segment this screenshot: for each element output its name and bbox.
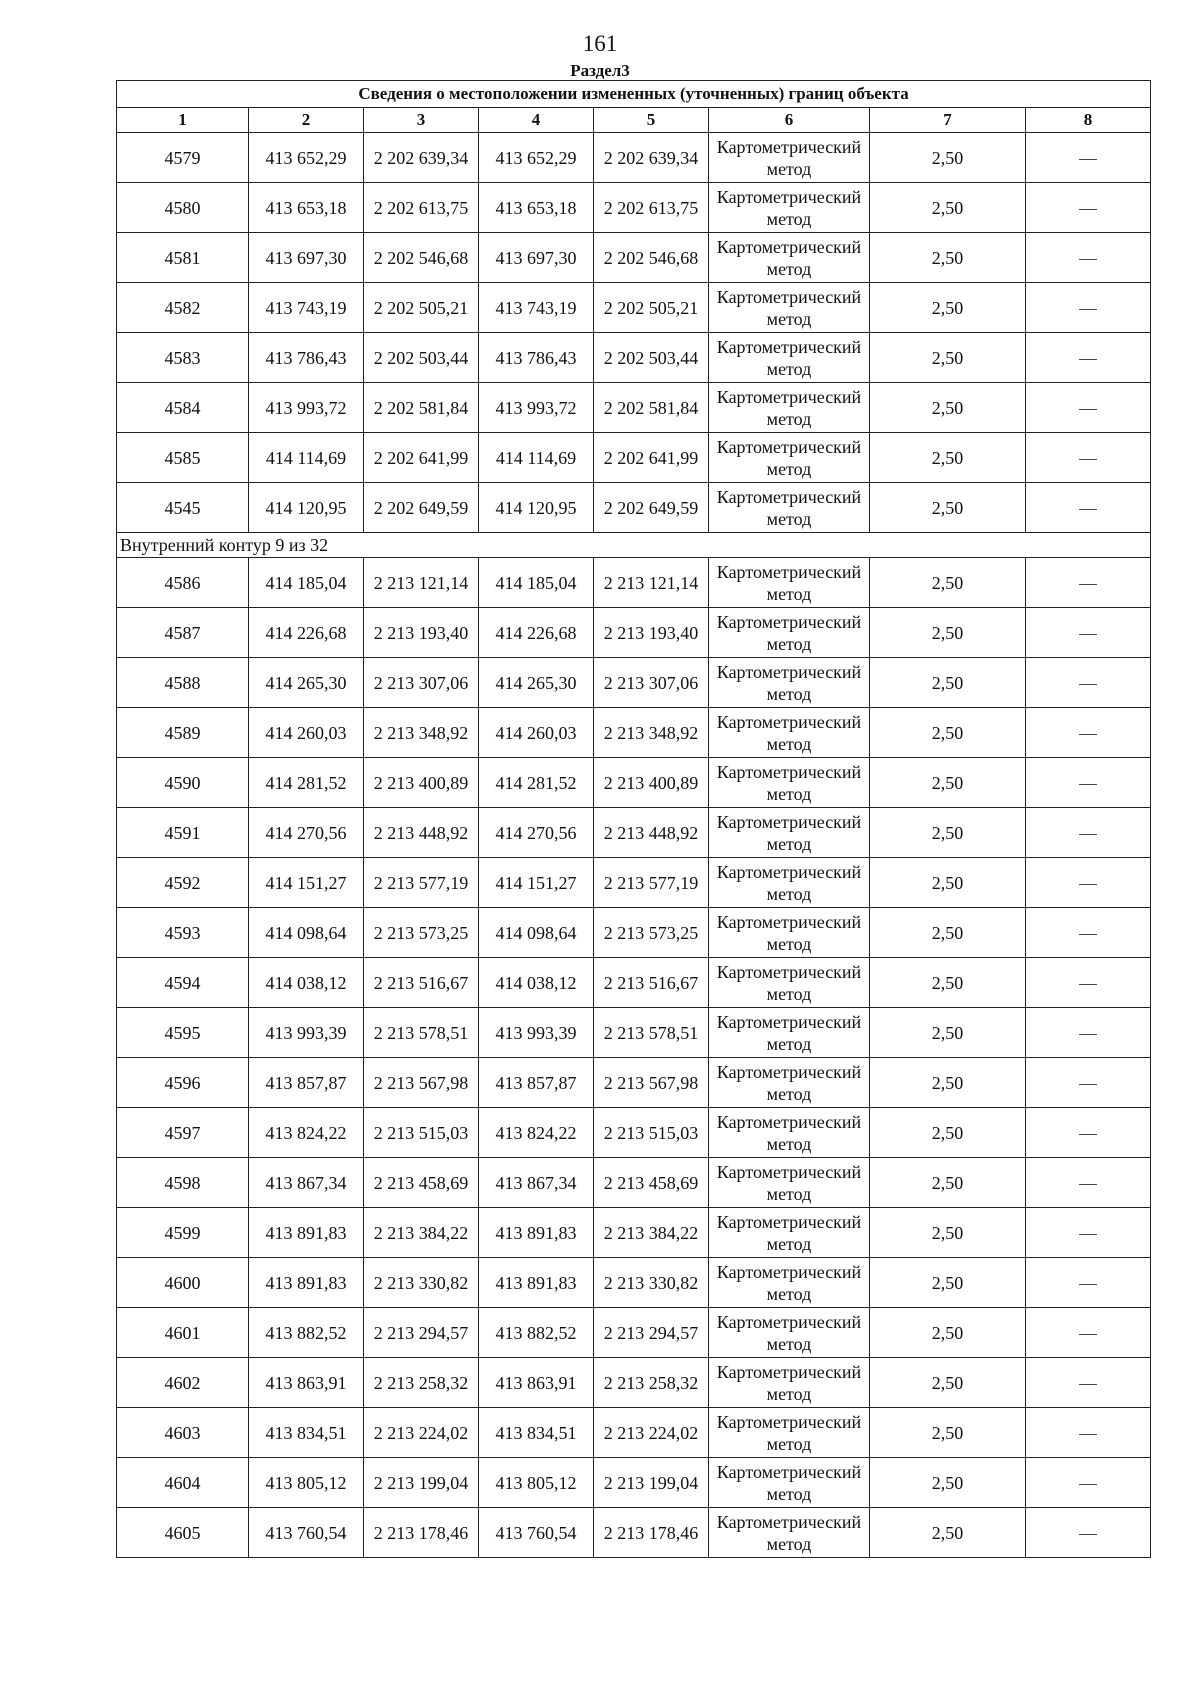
y-new-cell: 2 213 224,02 [594, 1408, 709, 1458]
table-row [117, 333, 1151, 383]
x-existing-cell: 414 270,56 [249, 808, 364, 858]
empty-value-dash [1079, 159, 1097, 160]
x-new-cell: 413 891,83 [479, 1208, 594, 1258]
empty-value-dash [1079, 1334, 1097, 1335]
x-existing-cell: 413 652,29 [249, 133, 364, 183]
x-new-cell: 413 834,51 [479, 1408, 594, 1458]
x-existing-cell: 414 265,30 [249, 658, 364, 708]
x-existing-cell: 413 743,19 [249, 283, 364, 333]
coordinates-table [116, 80, 1151, 1558]
x-new-cell: 413 760,54 [479, 1508, 594, 1558]
x-existing-cell: 414 185,04 [249, 558, 364, 608]
x-existing-cell: 414 120,95 [249, 483, 364, 533]
accuracy-cell: 2,50 [870, 383, 1026, 433]
empty-value-dash [1079, 1284, 1097, 1285]
x-existing-cell: 413 805,12 [249, 1458, 364, 1508]
accuracy-cell: 2,50 [870, 283, 1026, 333]
accuracy-cell: 2,50 [870, 1508, 1026, 1558]
description-cell [1026, 433, 1151, 483]
method-cell: Картометрический метод [709, 1008, 870, 1058]
table-row [117, 383, 1151, 433]
x-new-cell: 413 653,18 [479, 183, 594, 233]
y-existing-cell: 2 213 178,46 [364, 1508, 479, 1558]
table-row [117, 1358, 1151, 1408]
table-row [117, 1258, 1151, 1308]
x-existing-cell: 413 834,51 [249, 1408, 364, 1458]
accuracy-cell: 2,50 [870, 758, 1026, 808]
x-existing-cell: 413 891,83 [249, 1258, 364, 1308]
description-cell [1026, 483, 1151, 533]
x-new-cell: 414 038,12 [479, 958, 594, 1008]
accuracy-cell: 2,50 [870, 1108, 1026, 1158]
empty-value-dash [1079, 1084, 1097, 1085]
point-number-cell: 4596 [117, 1058, 249, 1108]
accuracy-cell: 2,50 [870, 1458, 1026, 1508]
point-number-cell: 4599 [117, 1208, 249, 1258]
table-row [117, 1508, 1151, 1558]
method-cell: Картометрический метод [709, 133, 870, 183]
table-row [117, 1058, 1151, 1108]
column-number: 8 [1026, 108, 1151, 133]
point-number-cell: 4602 [117, 1358, 249, 1408]
point-number-cell: 4593 [117, 908, 249, 958]
point-number-cell: 4591 [117, 808, 249, 858]
x-new-cell: 413 891,83 [479, 1258, 594, 1308]
y-new-cell: 2 213 258,32 [594, 1358, 709, 1408]
empty-value-dash [1079, 634, 1097, 635]
x-existing-cell: 413 760,54 [249, 1508, 364, 1558]
x-new-cell: 414 185,04 [479, 558, 594, 608]
y-new-cell: 2 202 581,84 [594, 383, 709, 433]
x-new-cell: 414 260,03 [479, 708, 594, 758]
point-number-cell: 4590 [117, 758, 249, 808]
empty-value-dash [1079, 934, 1097, 935]
empty-value-dash [1079, 1034, 1097, 1035]
column-number: 6 [709, 108, 870, 133]
y-existing-cell: 2 213 307,06 [364, 658, 479, 708]
empty-value-dash [1079, 359, 1097, 360]
y-new-cell: 2 202 546,68 [594, 233, 709, 283]
point-number-cell: 4581 [117, 233, 249, 283]
column-number: 5 [594, 108, 709, 133]
contour-row [117, 533, 1151, 558]
table-row [117, 233, 1151, 283]
description-cell [1026, 383, 1151, 433]
point-number-cell: 4600 [117, 1258, 249, 1308]
y-new-cell: 2 213 458,69 [594, 1158, 709, 1208]
empty-value-dash [1079, 784, 1097, 785]
method-cell: Картометрический метод [709, 908, 870, 958]
x-existing-cell: 413 786,43 [249, 333, 364, 383]
x-new-cell: 413 882,52 [479, 1308, 594, 1358]
method-cell: Картометрический метод [709, 1458, 870, 1508]
table-row [117, 958, 1151, 1008]
point-number-cell: 4588 [117, 658, 249, 708]
accuracy-cell: 2,50 [870, 1058, 1026, 1108]
x-existing-cell: 413 867,34 [249, 1158, 364, 1208]
y-existing-cell: 2 213 348,92 [364, 708, 479, 758]
empty-value-dash [1079, 1134, 1097, 1135]
y-existing-cell: 2 213 573,25 [364, 908, 479, 958]
description-cell [1026, 1008, 1151, 1058]
y-new-cell: 2 213 567,98 [594, 1058, 709, 1108]
accuracy-cell: 2,50 [870, 1208, 1026, 1258]
point-number-cell: 4595 [117, 1008, 249, 1058]
accuracy-cell: 2,50 [870, 558, 1026, 608]
accuracy-cell: 2,50 [870, 958, 1026, 1008]
point-number-cell: 4601 [117, 1308, 249, 1358]
description-cell [1026, 658, 1151, 708]
accuracy-cell: 2,50 [870, 708, 1026, 758]
y-existing-cell: 2 202 503,44 [364, 333, 479, 383]
table-caption-row [117, 81, 1151, 108]
method-cell: Картометрический метод [709, 433, 870, 483]
x-new-cell: 413 652,29 [479, 133, 594, 183]
table-row [117, 1108, 1151, 1158]
empty-value-dash [1079, 684, 1097, 685]
x-new-cell: 413 743,19 [479, 283, 594, 333]
x-new-cell: 414 270,56 [479, 808, 594, 858]
description-cell [1026, 1458, 1151, 1508]
point-number-cell: 4545 [117, 483, 249, 533]
y-new-cell: 2 213 348,92 [594, 708, 709, 758]
y-existing-cell: 2 202 613,75 [364, 183, 479, 233]
point-number-cell: 4589 [117, 708, 249, 758]
table-row [117, 283, 1151, 333]
accuracy-cell: 2,50 [870, 1408, 1026, 1458]
empty-value-dash [1079, 1384, 1097, 1385]
y-new-cell: 2 213 573,25 [594, 908, 709, 958]
x-existing-cell: 414 098,64 [249, 908, 364, 958]
column-number: 4 [479, 108, 594, 133]
y-new-cell: 2 213 178,46 [594, 1508, 709, 1558]
x-new-cell: 413 805,12 [479, 1458, 594, 1508]
x-existing-cell: 414 114,69 [249, 433, 364, 483]
y-new-cell: 2 213 193,40 [594, 608, 709, 658]
y-new-cell: 2 213 199,04 [594, 1458, 709, 1508]
method-cell: Картометрический метод [709, 1058, 870, 1108]
x-existing-cell: 413 863,91 [249, 1358, 364, 1408]
description-cell [1026, 708, 1151, 758]
table-row [117, 483, 1151, 533]
method-cell: Картометрический метод [709, 1358, 870, 1408]
y-existing-cell: 2 213 400,89 [364, 758, 479, 808]
description-cell [1026, 1058, 1151, 1108]
empty-value-dash [1079, 1434, 1097, 1435]
description-cell [1026, 958, 1151, 1008]
y-new-cell: 2 202 639,34 [594, 133, 709, 183]
point-number-cell: 4598 [117, 1158, 249, 1208]
method-cell: Картометрический метод [709, 1408, 870, 1458]
y-new-cell: 2 202 649,59 [594, 483, 709, 533]
x-new-cell: 413 993,39 [479, 1008, 594, 1058]
y-new-cell: 2 213 515,03 [594, 1108, 709, 1158]
y-existing-cell: 2 213 578,51 [364, 1008, 479, 1058]
x-existing-cell: 413 891,83 [249, 1208, 364, 1258]
empty-value-dash [1079, 984, 1097, 985]
description-cell [1026, 608, 1151, 658]
point-number-cell: 4582 [117, 283, 249, 333]
y-existing-cell: 2 213 577,19 [364, 858, 479, 908]
y-existing-cell: 2 202 649,59 [364, 483, 479, 533]
y-new-cell: 2 213 307,06 [594, 658, 709, 708]
table-row [117, 858, 1151, 908]
empty-value-dash [1079, 259, 1097, 260]
table-row [117, 1408, 1151, 1458]
table-row [117, 808, 1151, 858]
accuracy-cell: 2,50 [870, 433, 1026, 483]
x-existing-cell: 413 857,87 [249, 1058, 364, 1108]
empty-value-dash [1079, 409, 1097, 410]
x-new-cell: 414 120,95 [479, 483, 594, 533]
y-existing-cell: 2 202 505,21 [364, 283, 479, 333]
y-existing-cell: 2 213 258,32 [364, 1358, 479, 1408]
method-cell: Картометрический метод [709, 658, 870, 708]
description-cell [1026, 1258, 1151, 1308]
empty-value-dash [1079, 209, 1097, 210]
point-number-cell: 4605 [117, 1508, 249, 1558]
method-cell: Картометрический метод [709, 283, 870, 333]
column-number-row [117, 108, 1151, 133]
accuracy-cell: 2,50 [870, 858, 1026, 908]
x-existing-cell: 413 993,72 [249, 383, 364, 433]
point-number-cell: 4597 [117, 1108, 249, 1158]
y-existing-cell: 2 213 448,92 [364, 808, 479, 858]
y-existing-cell: 2 213 384,22 [364, 1208, 479, 1258]
y-existing-cell: 2 213 294,57 [364, 1308, 479, 1358]
method-cell: Картометрический метод [709, 958, 870, 1008]
y-existing-cell: 2 213 516,67 [364, 958, 479, 1008]
y-new-cell: 2 213 121,14 [594, 558, 709, 608]
x-new-cell: 414 114,69 [479, 433, 594, 483]
y-existing-cell: 2 213 224,02 [364, 1408, 479, 1458]
x-new-cell: 413 697,30 [479, 233, 594, 283]
x-existing-cell: 413 993,39 [249, 1008, 364, 1058]
column-number: 1 [117, 108, 249, 133]
x-new-cell: 413 867,34 [479, 1158, 594, 1208]
description-cell [1026, 558, 1151, 608]
x-existing-cell: 413 824,22 [249, 1108, 364, 1158]
table-row [117, 183, 1151, 233]
accuracy-cell: 2,50 [870, 608, 1026, 658]
description-cell [1026, 133, 1151, 183]
point-number-cell: 4579 [117, 133, 249, 183]
method-cell: Картометрический метод [709, 1308, 870, 1358]
x-new-cell: 414 098,64 [479, 908, 594, 958]
y-new-cell: 2 202 503,44 [594, 333, 709, 383]
description-cell [1026, 808, 1151, 858]
point-number-cell: 4585 [117, 433, 249, 483]
accuracy-cell: 2,50 [870, 133, 1026, 183]
empty-value-dash [1079, 734, 1097, 735]
x-new-cell: 413 857,87 [479, 1058, 594, 1108]
y-existing-cell: 2 213 330,82 [364, 1258, 479, 1308]
x-existing-cell: 413 882,52 [249, 1308, 364, 1358]
x-existing-cell: 414 260,03 [249, 708, 364, 758]
description-cell [1026, 333, 1151, 383]
point-number-cell: 4603 [117, 1408, 249, 1458]
point-number-cell: 4604 [117, 1458, 249, 1508]
y-new-cell: 2 213 330,82 [594, 1258, 709, 1308]
x-new-cell: 413 824,22 [479, 1108, 594, 1158]
x-existing-cell: 414 226,68 [249, 608, 364, 658]
method-cell: Картометрический метод [709, 808, 870, 858]
empty-value-dash [1079, 834, 1097, 835]
table-body [117, 81, 1151, 1558]
table-caption: Сведения о местоположении измененных (уточненных) границ объекта [117, 81, 1151, 108]
description-cell [1026, 183, 1151, 233]
y-existing-cell: 2 213 199,04 [364, 1458, 479, 1508]
accuracy-cell: 2,50 [870, 808, 1026, 858]
empty-value-dash [1079, 509, 1097, 510]
accuracy-cell: 2,50 [870, 658, 1026, 708]
x-new-cell: 414 265,30 [479, 658, 594, 708]
x-existing-cell: 414 038,12 [249, 958, 364, 1008]
table-row [117, 133, 1151, 183]
point-number-cell: 4586 [117, 558, 249, 608]
accuracy-cell: 2,50 [870, 233, 1026, 283]
x-new-cell: 413 863,91 [479, 1358, 594, 1408]
x-existing-cell: 414 151,27 [249, 858, 364, 908]
method-cell: Картометрический метод [709, 858, 870, 908]
method-cell: Картометрический метод [709, 233, 870, 283]
method-cell: Картометрический метод [709, 1208, 870, 1258]
table-row [117, 558, 1151, 608]
point-number-cell: 4583 [117, 333, 249, 383]
accuracy-cell: 2,50 [870, 333, 1026, 383]
accuracy-cell: 2,50 [870, 1158, 1026, 1208]
x-new-cell: 414 226,68 [479, 608, 594, 658]
table-row [117, 658, 1151, 708]
y-new-cell: 2 213 577,19 [594, 858, 709, 908]
y-new-cell: 2 213 294,57 [594, 1308, 709, 1358]
table-row [117, 1458, 1151, 1508]
method-cell: Картометрический метод [709, 558, 870, 608]
empty-value-dash [1079, 459, 1097, 460]
x-existing-cell: 413 697,30 [249, 233, 364, 283]
description-cell [1026, 1408, 1151, 1458]
empty-value-dash [1079, 584, 1097, 585]
description-cell [1026, 283, 1151, 333]
column-number: 7 [870, 108, 1026, 133]
y-new-cell: 2 213 516,67 [594, 958, 709, 1008]
description-cell [1026, 908, 1151, 958]
x-new-cell: 414 281,52 [479, 758, 594, 808]
point-number-cell: 4592 [117, 858, 249, 908]
y-new-cell: 2 202 641,99 [594, 433, 709, 483]
method-cell: Картометрический метод [709, 1508, 870, 1558]
x-existing-cell: 413 653,18 [249, 183, 364, 233]
table-row [117, 1208, 1151, 1258]
empty-value-dash [1079, 884, 1097, 885]
description-cell [1026, 858, 1151, 908]
empty-value-dash [1079, 1484, 1097, 1485]
empty-value-dash [1079, 1234, 1097, 1235]
method-cell: Картометрический метод [709, 608, 870, 658]
description-cell [1026, 1308, 1151, 1358]
point-number-cell: 4587 [117, 608, 249, 658]
column-number: 2 [249, 108, 364, 133]
accuracy-cell: 2,50 [870, 183, 1026, 233]
y-new-cell: 2 213 384,22 [594, 1208, 709, 1258]
accuracy-cell: 2,50 [870, 1008, 1026, 1058]
method-cell: Картометрический метод [709, 183, 870, 233]
y-existing-cell: 2 213 567,98 [364, 1058, 479, 1108]
table-row [117, 433, 1151, 483]
y-existing-cell: 2 202 639,34 [364, 133, 479, 183]
empty-value-dash [1079, 309, 1097, 310]
empty-value-dash [1079, 1534, 1097, 1535]
accuracy-cell: 2,50 [870, 908, 1026, 958]
method-cell: Картометрический метод [709, 383, 870, 433]
method-cell: Картометрический метод [709, 333, 870, 383]
accuracy-cell: 2,50 [870, 1358, 1026, 1408]
table-row [117, 608, 1151, 658]
point-number-cell: 4594 [117, 958, 249, 1008]
accuracy-cell: 2,50 [870, 483, 1026, 533]
y-existing-cell: 2 202 641,99 [364, 433, 479, 483]
contour-label: Внутренний контур 9 из 32 [117, 533, 1151, 558]
accuracy-cell: 2,50 [870, 1258, 1026, 1308]
y-new-cell: 2 213 448,92 [594, 808, 709, 858]
x-new-cell: 414 151,27 [479, 858, 594, 908]
y-new-cell: 2 202 613,75 [594, 183, 709, 233]
accuracy-cell: 2,50 [870, 1308, 1026, 1358]
table-row [117, 1158, 1151, 1208]
description-cell [1026, 1208, 1151, 1258]
table-row [117, 758, 1151, 808]
column-number: 3 [364, 108, 479, 133]
description-cell [1026, 1508, 1151, 1558]
y-new-cell: 2 202 505,21 [594, 283, 709, 333]
empty-value-dash [1079, 1184, 1097, 1185]
description-cell [1026, 1358, 1151, 1408]
point-number-cell: 4584 [117, 383, 249, 433]
page-number: 161 [582, 31, 618, 56]
y-existing-cell: 2 202 581,84 [364, 383, 479, 433]
point-number-cell: 4580 [117, 183, 249, 233]
x-new-cell: 413 993,72 [479, 383, 594, 433]
y-existing-cell: 2 213 515,03 [364, 1108, 479, 1158]
description-cell [1026, 233, 1151, 283]
section-title: Раздел3 [570, 61, 630, 80]
method-cell: Картометрический метод [709, 708, 870, 758]
description-cell [1026, 758, 1151, 808]
description-cell [1026, 1158, 1151, 1208]
y-existing-cell: 2 213 458,69 [364, 1158, 479, 1208]
method-cell: Картометрический метод [709, 1158, 870, 1208]
method-cell: Картометрический метод [709, 758, 870, 808]
y-new-cell: 2 213 578,51 [594, 1008, 709, 1058]
y-existing-cell: 2 213 193,40 [364, 608, 479, 658]
table-row [117, 708, 1151, 758]
y-existing-cell: 2 202 546,68 [364, 233, 479, 283]
method-cell: Картометрический метод [709, 483, 870, 533]
description-cell [1026, 1108, 1151, 1158]
method-cell: Картометрический метод [709, 1258, 870, 1308]
x-existing-cell: 414 281,52 [249, 758, 364, 808]
y-existing-cell: 2 213 121,14 [364, 558, 479, 608]
method-cell: Картометрический метод [709, 1108, 870, 1158]
x-new-cell: 413 786,43 [479, 333, 594, 383]
table-row [117, 1308, 1151, 1358]
table-row [117, 1008, 1151, 1058]
table-row [117, 908, 1151, 958]
y-new-cell: 2 213 400,89 [594, 758, 709, 808]
